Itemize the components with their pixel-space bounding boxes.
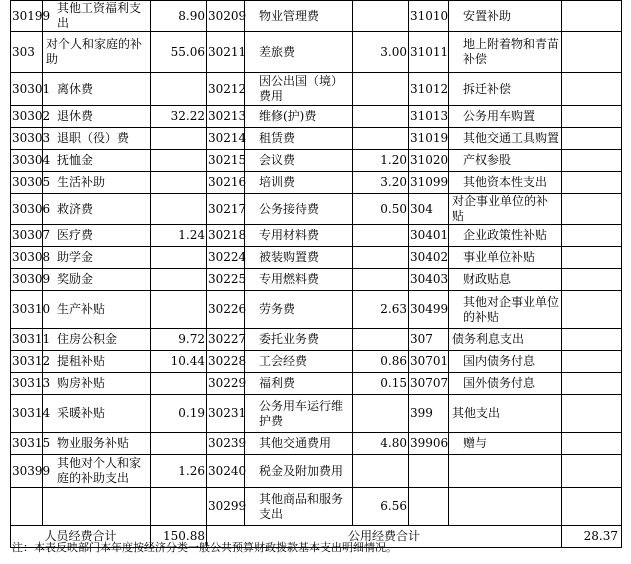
amount-cell: 4.80	[353, 433, 409, 455]
amount-cell: 55.06	[151, 32, 207, 73]
item-name-cell: 提租补贴	[43, 351, 151, 373]
item-name-cell: 其他支出	[449, 395, 562, 433]
item-name-cell: 安置补助	[449, 1, 562, 32]
code-cell: 30402	[409, 247, 449, 269]
empty-cell	[562, 194, 622, 225]
item-name-cell: 产权参股	[449, 150, 562, 172]
amount-cell: 0.15	[353, 373, 409, 395]
code-cell: 30311	[11, 329, 43, 351]
code-cell: 30307	[11, 225, 43, 247]
table-row	[11, 172, 622, 194]
item-name-cell: 对个人和家庭的补助	[43, 32, 151, 73]
code-cell: 30302	[11, 106, 43, 128]
code-cell: 30310	[11, 291, 43, 329]
code-cell: 30211	[207, 32, 245, 73]
code-cell: 30231	[207, 395, 245, 433]
table-row	[11, 106, 622, 128]
amount-cell	[151, 373, 207, 395]
table-row	[11, 291, 622, 329]
table-note: 注：本表反映部门本年度按经济分类一般公共预算财政拨款基本支出明细情况。	[12, 541, 397, 554]
table-row	[11, 395, 622, 433]
amount-cell: 1.26	[151, 455, 207, 488]
amount-cell: 9.72	[151, 329, 207, 351]
item-name-cell: 租赁费	[245, 128, 353, 150]
empty-cell	[562, 455, 622, 488]
item-name-cell	[449, 455, 562, 488]
item-name-cell: 其他资本性支出	[449, 172, 562, 194]
code-cell: 30217	[207, 194, 245, 225]
code-cell: 30218	[207, 225, 245, 247]
table-row	[11, 128, 622, 150]
item-name-cell: 其他对企事业单位的补贴	[449, 291, 562, 329]
code-cell: 304	[409, 194, 449, 225]
item-name-cell: 国外债务付息	[449, 373, 562, 395]
table-body	[11, 1, 622, 548]
item-name-cell: 专用材料费	[245, 225, 353, 247]
code-cell: 30229	[207, 373, 245, 395]
code-cell: 307	[409, 329, 449, 351]
empty-cell	[562, 150, 622, 172]
item-name-cell: 其他工资福利支出	[43, 1, 151, 32]
amount-cell: 6.56	[353, 488, 409, 526]
amount-cell	[151, 128, 207, 150]
public-total-label: 公用经费合计	[207, 526, 562, 548]
code-cell: 31010	[409, 1, 449, 32]
table-row	[11, 269, 622, 291]
item-name-cell: 事业单位补贴	[449, 247, 562, 269]
empty-cell	[562, 395, 622, 433]
code-cell: 30305	[11, 172, 43, 194]
amount-cell	[353, 269, 409, 291]
amount-cell	[353, 1, 409, 32]
code-cell: 30314	[11, 395, 43, 433]
code-cell: 30226	[207, 291, 245, 329]
table-row	[11, 32, 622, 73]
table-row	[11, 225, 622, 247]
code-cell: 30212	[207, 73, 245, 106]
amount-cell: 1.24	[151, 225, 207, 247]
empty-cell	[562, 488, 622, 526]
item-name-cell: 生产补贴	[43, 291, 151, 329]
amount-cell	[151, 194, 207, 225]
item-name-cell: 委托业务费	[245, 329, 353, 351]
code-cell: 30701	[409, 351, 449, 373]
amount-cell: 3.20	[353, 172, 409, 194]
table-row	[11, 73, 622, 106]
code-cell: 30225	[207, 269, 245, 291]
table-row	[11, 373, 622, 395]
expenditure-table	[10, 0, 621, 548]
personnel-total-value: 150.88	[151, 526, 207, 548]
code-cell: 39906	[409, 433, 449, 455]
code-cell: 30215	[207, 150, 245, 172]
code-cell: 30214	[207, 128, 245, 150]
item-name-cell: 其他对个人和家庭的补助支出	[43, 455, 151, 488]
item-name-cell: 抚恤金	[43, 150, 151, 172]
item-name-cell: 因公出国（境）费用	[245, 73, 353, 106]
amount-cell	[353, 128, 409, 150]
empty-cell	[562, 73, 622, 106]
item-name-cell	[43, 488, 151, 526]
code-cell: 30213	[207, 106, 245, 128]
code-cell: 30224	[207, 247, 245, 269]
item-name-cell: 财政贴息	[449, 269, 562, 291]
code-cell: 30239	[207, 433, 245, 455]
item-name-cell: 离休费	[43, 73, 151, 106]
item-name-cell: 被装购置费	[245, 247, 353, 269]
item-name-cell: 退职（役）费	[43, 128, 151, 150]
code-cell: 30312	[11, 351, 43, 373]
amount-cell: 0.50	[353, 194, 409, 225]
empty-cell	[562, 32, 622, 73]
code-cell: 30306	[11, 194, 43, 225]
amount-cell: 2.63	[353, 291, 409, 329]
amount-cell	[151, 291, 207, 329]
amount-cell: 8.90	[151, 1, 207, 32]
amount-cell	[353, 247, 409, 269]
empty-cell	[562, 225, 622, 247]
amount-cell: 0.19	[151, 395, 207, 433]
table-row	[11, 150, 622, 172]
amount-cell	[151, 433, 207, 455]
code-cell: 31099	[409, 172, 449, 194]
code-cell: 30299	[207, 488, 245, 526]
code-cell: 30303	[11, 128, 43, 150]
code-cell: 30308	[11, 247, 43, 269]
code-cell	[11, 488, 43, 526]
empty-cell	[562, 329, 622, 351]
code-cell: 30199	[11, 1, 43, 32]
code-cell: 30315	[11, 433, 43, 455]
amount-cell: 10.44	[151, 351, 207, 373]
item-name-cell: 赠与	[449, 433, 562, 455]
table-row	[11, 433, 622, 455]
item-name-cell: 差旅费	[245, 32, 353, 73]
item-name-cell: 对企事业单位的补贴	[449, 194, 562, 225]
amount-cell	[151, 488, 207, 526]
item-name-cell: 会议费	[245, 150, 353, 172]
amount-cell: 1.20	[353, 150, 409, 172]
amount-cell	[353, 455, 409, 488]
empty-cell	[562, 1, 622, 32]
table-row	[11, 194, 622, 225]
item-name-cell: 国内债务付息	[449, 351, 562, 373]
table-row	[11, 488, 622, 526]
item-name-cell: 劳务费	[245, 291, 353, 329]
amount-cell	[151, 150, 207, 172]
amount-cell	[151, 73, 207, 106]
table-row	[11, 247, 622, 269]
code-cell: 30216	[207, 172, 245, 194]
empty-cell	[562, 128, 622, 150]
item-name-cell: 工会经费	[245, 351, 353, 373]
item-name-cell: 其他交通工具购置	[449, 128, 562, 150]
item-name-cell: 其他商品和服务支出	[245, 488, 353, 526]
amount-cell: 0.86	[353, 351, 409, 373]
code-cell: 31011	[409, 32, 449, 73]
amount-cell	[353, 225, 409, 247]
code-cell: 31020	[409, 150, 449, 172]
code-cell: 30301	[11, 73, 43, 106]
amount-cell	[151, 269, 207, 291]
empty-cell	[562, 106, 622, 128]
amount-cell	[353, 106, 409, 128]
item-name-cell: 购房补贴	[43, 373, 151, 395]
amount-cell: 32.22	[151, 106, 207, 128]
item-name-cell: 其他交通费用	[245, 433, 353, 455]
item-name-cell: 生活补助	[43, 172, 151, 194]
empty-cell	[562, 172, 622, 194]
code-cell: 31013	[409, 106, 449, 128]
item-name-cell: 公务接待费	[245, 194, 353, 225]
item-name-cell: 物业服务补贴	[43, 433, 151, 455]
code-cell	[409, 455, 449, 488]
code-cell: 30403	[409, 269, 449, 291]
item-name-cell: 专用燃料费	[245, 269, 353, 291]
code-cell: 30240	[207, 455, 245, 488]
code-cell: 30399	[11, 455, 43, 488]
item-name-cell: 救济费	[43, 194, 151, 225]
item-name-cell: 物业管理费	[245, 1, 353, 32]
code-cell: 30228	[207, 351, 245, 373]
item-name-cell: 拆迁补偿	[449, 73, 562, 106]
item-name-cell: 税金及附加费用	[245, 455, 353, 488]
item-name-cell: 助学金	[43, 247, 151, 269]
amount-cell	[353, 73, 409, 106]
item-name-cell	[449, 488, 562, 526]
item-name-cell: 采暖补贴	[43, 395, 151, 433]
table-row	[11, 329, 622, 351]
item-name-cell: 培训费	[245, 172, 353, 194]
table-row	[11, 1, 622, 32]
empty-cell	[562, 351, 622, 373]
item-name-cell: 退休费	[43, 106, 151, 128]
code-cell: 303	[11, 32, 43, 73]
code-cell: 399	[409, 395, 449, 433]
item-name-cell: 企业政策性补贴	[449, 225, 562, 247]
code-cell: 30209	[207, 1, 245, 32]
table-row	[11, 455, 622, 488]
item-name-cell: 地上附着物和青苗补偿	[449, 32, 562, 73]
empty-cell	[562, 269, 622, 291]
amount-cell	[353, 395, 409, 433]
item-name-cell: 公务用车购置	[449, 106, 562, 128]
code-cell: 30499	[409, 291, 449, 329]
code-cell: 30707	[409, 373, 449, 395]
empty-cell	[562, 291, 622, 329]
amount-cell	[151, 247, 207, 269]
public-total-value: 28.37	[562, 526, 622, 548]
table-row	[11, 351, 622, 373]
code-cell: 30313	[11, 373, 43, 395]
code-cell: 30309	[11, 269, 43, 291]
code-cell	[409, 488, 449, 526]
code-cell: 30401	[409, 225, 449, 247]
empty-cell	[562, 373, 622, 395]
amount-cell: 3.00	[353, 32, 409, 73]
item-name-cell: 奖励金	[43, 269, 151, 291]
code-cell: 31019	[409, 128, 449, 150]
item-name-cell: 债务利息支出	[449, 329, 562, 351]
personnel-total-label: 人员经费合计	[11, 526, 151, 548]
item-name-cell: 福利费	[245, 373, 353, 395]
amount-cell	[151, 172, 207, 194]
code-cell: 31012	[409, 73, 449, 106]
item-name-cell: 公务用车运行维护费	[245, 395, 353, 433]
amount-cell	[353, 329, 409, 351]
item-name-cell: 住房公积金	[43, 329, 151, 351]
item-name-cell: 医疗费	[43, 225, 151, 247]
empty-cell	[562, 247, 622, 269]
empty-cell	[562, 433, 622, 455]
item-name-cell: 维修(护)费	[245, 106, 353, 128]
code-cell: 30227	[207, 329, 245, 351]
code-cell: 30304	[11, 150, 43, 172]
